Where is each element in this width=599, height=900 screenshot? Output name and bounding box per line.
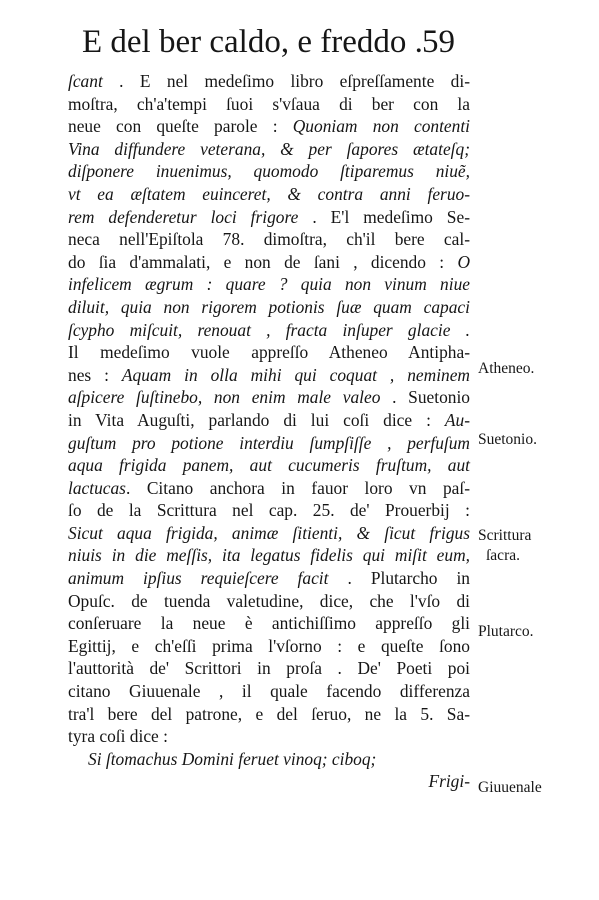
page-number: 59 xyxy=(422,24,455,60)
text-line xyxy=(68,228,470,251)
text-line xyxy=(68,635,470,658)
roman-segment: . Citano anchora in fauor loro vn paſ- xyxy=(125,477,470,498)
margin-note-scrittura: Scrittura xyxy=(478,527,532,544)
roman-segment: Opuſc. de tuenda valetudine, dice, che l'vſo di xyxy=(68,590,470,611)
text-line xyxy=(68,590,470,613)
italic-segment: Au- xyxy=(444,409,470,430)
text-line xyxy=(68,93,470,116)
italic-segment: ſcypho miſcuit, renouat , fracta inſuper glacie . xyxy=(68,319,470,340)
italic-segment: Si ſtomachus Domini feruet vinoq; ciboq; xyxy=(88,748,377,769)
roman-segment: neca nell'Epiſtola 78. dimoſtra, ch'il bere cal- xyxy=(68,229,470,250)
italic-segment: rem defenderetur loci frigore xyxy=(68,206,299,227)
text-line xyxy=(68,251,470,274)
roman-segment: neue con queſte parole : xyxy=(68,116,293,137)
text-line xyxy=(68,657,470,680)
italic-segment: lactucas xyxy=(68,477,126,498)
text-line xyxy=(68,386,470,409)
roman-segment: . E'l medeſimo Se- xyxy=(298,206,470,227)
italic-segment: Quoniam non contenti xyxy=(292,116,470,137)
text-line xyxy=(68,70,470,93)
roman-segment: Il medeſimo vuole appreſſo Atheneo Antipha- xyxy=(68,342,470,363)
text-line xyxy=(68,454,470,477)
text-line xyxy=(68,522,470,545)
text-line xyxy=(68,183,470,206)
italic-segment: niuis in die meſſis, ita legatus fidelis qui miſit eum, xyxy=(68,545,470,566)
header-title: E del ber caldo, e freddo . xyxy=(82,24,423,60)
text-line xyxy=(68,115,470,138)
italic-segment: diluit, quia non rigorem potionis ſuæ quam capaci xyxy=(68,296,470,317)
text-body xyxy=(68,70,470,793)
text-line xyxy=(68,364,470,387)
text-line xyxy=(68,160,470,183)
italic-segment: Vina diffundere veterana, & per ſapores ætateſq; xyxy=(68,138,470,159)
roman-segment: nes : xyxy=(68,364,122,385)
text-line xyxy=(68,319,470,342)
text-line xyxy=(68,725,470,748)
italic-segment: guſtum pro potione interdiu ſumpſiſſe , perfuſum xyxy=(68,432,470,453)
roman-segment: . Plutarcho in xyxy=(328,568,470,589)
text-line xyxy=(68,296,470,319)
margin-note-atheneo: Atheneo. xyxy=(478,360,535,377)
roman-segment: do ſia d'ammalati, e non de ſani , dicendo : xyxy=(68,251,458,272)
text-line xyxy=(68,138,470,161)
roman-segment: conſeruare la neue è antichiſſimo appreſſo gli xyxy=(68,613,470,634)
text-line xyxy=(68,409,470,432)
text-line xyxy=(68,567,470,590)
margin-note-giuuenale: Giuuenale xyxy=(478,779,542,796)
italic-segment: Sicut aqua frigida, animæ ſitienti, & ſicut frigus xyxy=(68,522,470,543)
margin-note-suetonio: Suetonio. xyxy=(478,431,537,448)
roman-segment: . Suetonio xyxy=(380,387,470,408)
italic-segment: ſcant xyxy=(68,71,103,91)
text-line xyxy=(68,544,470,567)
margin-note-plutarco: Plutarco. xyxy=(478,623,534,640)
italic-segment: Frigi- xyxy=(428,771,470,792)
italic-segment: aqua frigida panem, aut cucumeris fruſtum, aut xyxy=(68,455,470,476)
roman-segment: Egittij, e ch'eſſi prima l'vſorno : e queſte ſono xyxy=(68,635,470,656)
running-header xyxy=(82,24,502,68)
roman-segment: l'auttorità de' Scrittori in proſa . De' Poeti poi xyxy=(68,658,470,679)
italic-segment: infelicem ægrum : quare ? quia non vinum niue xyxy=(68,274,470,295)
text-line xyxy=(68,341,470,364)
roman-segment: tra'l bere del patrone, e del ſeruo, ne la 5. Sa- xyxy=(68,703,470,724)
text-line xyxy=(68,703,470,726)
roman-segment: in Vita Auguſti, parlando di lui coſi dice : xyxy=(68,409,445,430)
text-line xyxy=(68,432,470,455)
text-line xyxy=(68,499,470,522)
roman-segment: ſo de la Scrittura nel cap. 25. de' Prouerbij : xyxy=(68,500,470,521)
text-line xyxy=(68,273,470,296)
italic-segment: vt ea æſtatem euinceret, & contra anni feruo- xyxy=(68,183,470,204)
text-line xyxy=(68,770,470,793)
roman-segment: moſtra, ch'a'tempi ſuoi s'vſaua di ber con la xyxy=(68,93,470,114)
text-line xyxy=(68,748,470,771)
roman-segment: citano Giuuenale , il quale facendo differenza xyxy=(68,681,470,702)
roman-segment: tyra coſi dice : xyxy=(68,726,168,747)
text-line xyxy=(68,477,470,500)
italic-segment: diſponere inuenimus, quomodo ſtiparemus niuẽ, xyxy=(68,161,470,182)
margin-note-sacra: ſacra. xyxy=(486,547,520,564)
roman-segment: . E nel medeſimo libro eſpreſſamente di- xyxy=(102,71,470,91)
italic-segment: O xyxy=(457,251,470,272)
text-line xyxy=(68,206,470,229)
text-line xyxy=(68,612,470,635)
italic-segment: Aquam in olla mihi qui coquat , neminem xyxy=(121,364,470,385)
italic-segment: aſpicere ſuſtinebo, non enim male valeo xyxy=(68,387,381,408)
italic-segment: animum ipſius requieſcere facit xyxy=(68,568,329,589)
text-line xyxy=(68,680,470,703)
